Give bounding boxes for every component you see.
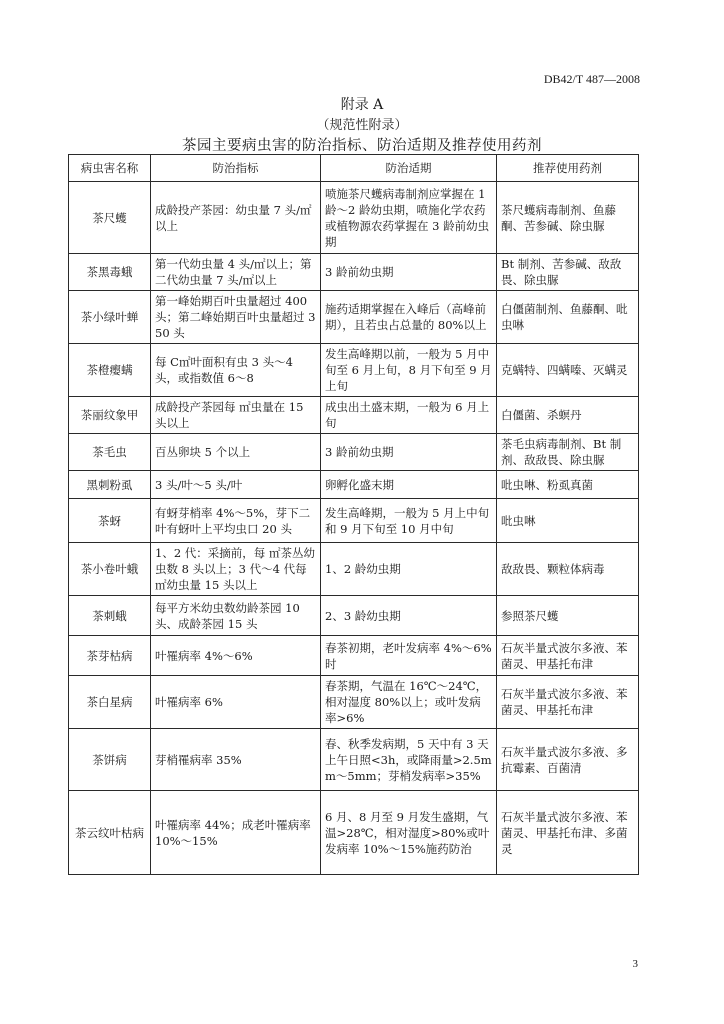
cell-name: 茶刺蛾 <box>69 596 151 636</box>
cell-agent: 白僵菌制剂、鱼藤酮、吡虫啉 <box>497 291 639 344</box>
cell-period: 3 龄前幼虫期 <box>321 254 497 291</box>
column-header-indicator: 防治指标 <box>151 155 321 182</box>
cell-agent: 敌敌畏、颗粒体病毒 <box>497 543 639 596</box>
cell-agent: 吡虫啉、粉虱真菌 <box>497 471 639 499</box>
cell-indicator: 每 C㎡叶面积有虫 3 头～4 头，或指数值 6～8 <box>151 344 321 397</box>
cell-indicator: 每平方米幼虫数幼龄茶园 10 头、成龄茶园 15 头 <box>151 596 321 636</box>
cell-agent: 茶毛虫病毒制剂、Bt 制剂、敌敌畏、除虫脲 <box>497 434 639 471</box>
cell-period: 1、2 龄幼虫期 <box>321 543 497 596</box>
cell-indicator: 芽梢罹病率 35% <box>151 729 321 791</box>
table-row <box>69 636 639 676</box>
cell-indicator: 成龄投产茶园：幼虫量 7 头/㎡以上 <box>151 182 321 254</box>
cell-period: 3 龄前幼虫期 <box>321 434 497 471</box>
cell-name: 茶芽枯病 <box>69 636 151 676</box>
document-code: DB42/T 487—2008 <box>543 72 640 86</box>
cell-agent: 吡虫啉 <box>497 499 639 543</box>
column-header-period: 防治适期 <box>321 155 497 182</box>
table-row <box>69 182 639 254</box>
cell-period: 春、秋季发病期，5 天中有 3 天上午日照<3h，或降雨量>2.5mm～5mm；芽梢发病率>35% <box>321 729 497 791</box>
page-number: 3 <box>632 958 638 970</box>
appendix-heading: 附录 A <box>340 97 384 113</box>
table-header-row <box>69 155 639 182</box>
cell-agent: 石灰半量式波尔多液、苯菌灵、甲基托布津 <box>497 636 639 676</box>
cell-indicator: 百丛卵块 5 个以上 <box>151 434 321 471</box>
column-header-agent: 推荐使用药剂 <box>497 155 639 182</box>
cell-indicator: 成龄投产茶园每 ㎡虫量在 15 头以上 <box>151 397 321 434</box>
table-title: 茶园主要病虫害的防治指标、防治适期及推荐使用药剂 <box>182 138 542 154</box>
cell-agent: 克螨特、四螨嗪、灭螨灵 <box>497 344 639 397</box>
cell-period: 施药适期掌握在入峰后（高峰前期），且若虫占总量的 80%以上 <box>321 291 497 344</box>
cell-agent: 石灰半量式波尔多液、苯菌灵、甲基托布津 <box>497 676 639 729</box>
table-row <box>69 397 639 434</box>
cell-name: 茶云纹叶枯病 <box>69 791 151 875</box>
cell-agent: 茶尺蠖病毒制剂、鱼藤酮、苦参碱、除虫脲 <box>497 182 639 254</box>
table-row <box>69 596 639 636</box>
table-row <box>69 434 639 471</box>
table-row <box>69 254 639 291</box>
cell-name: 茶小绿叶蝉 <box>69 291 151 344</box>
cell-name: 茶黑毒蛾 <box>69 254 151 291</box>
cell-indicator: 有蚜芽梢率 4%～5%，芽下二叶有蚜叶上平均虫口 20 头 <box>151 499 321 543</box>
cell-agent: 参照茶尺蠖 <box>497 596 639 636</box>
cell-period: 6 月、8 月至 9 月发生盛期，气温>28℃，相对湿度>80%或叶发病率 10%～15%施药防治 <box>321 791 497 875</box>
cell-name: 黑刺粉虱 <box>69 471 151 499</box>
table-row <box>69 676 639 729</box>
pest-control-table <box>68 154 639 875</box>
cell-agent: 石灰半量式波尔多液、多抗霉素、百菌清 <box>497 729 639 791</box>
cell-indicator: 3 头/叶～5 头/叶 <box>151 471 321 499</box>
cell-period: 发生高峰期，一般为 5 月上中旬和 9 月下旬至 10 月中旬 <box>321 499 497 543</box>
cell-indicator: 叶罹病率 6% <box>151 676 321 729</box>
cell-indicator: 1、2 代：采摘前，每 ㎡茶丛幼虫数 8 头以上；3 代～4 代每 ㎡幼虫量 15 头以上 <box>151 543 321 596</box>
cell-name: 茶尺蠖 <box>69 182 151 254</box>
cell-period: 成虫出土盛末期，一般为 6 月上旬 <box>321 397 497 434</box>
table-row <box>69 543 639 596</box>
table-row <box>69 291 639 344</box>
table-row <box>69 729 639 791</box>
cell-indicator: 叶罹病率 44%；成老叶罹病率 10%～15% <box>151 791 321 875</box>
cell-name: 茶毛虫 <box>69 434 151 471</box>
cell-indicator: 第一峰始期百叶虫量超过 400 头；第二峰始期百叶虫量超过 350 头 <box>151 291 321 344</box>
table-row <box>69 344 639 397</box>
cell-name: 茶丽纹象甲 <box>69 397 151 434</box>
table-body <box>69 182 639 875</box>
column-header-name: 病虫害名称 <box>69 155 151 182</box>
cell-name: 茶饼病 <box>69 729 151 791</box>
cell-name: 茶橙瘿螨 <box>69 344 151 397</box>
cell-indicator: 第一代幼虫量 4 头/㎡以上；第二代幼虫量 7 头/㎡以上 <box>151 254 321 291</box>
cell-period: 春茶期，气温在 16℃～24℃，相对湿度 80%以上；或叶发病率>6% <box>321 676 497 729</box>
cell-name: 茶白星病 <box>69 676 151 729</box>
cell-agent: Bt 制剂、苦参碱、敌敌畏、除虫脲 <box>497 254 639 291</box>
cell-period: 卵孵化盛末期 <box>321 471 497 499</box>
table-row <box>69 499 639 543</box>
table-row <box>69 471 639 499</box>
cell-name: 茶蚜 <box>69 499 151 543</box>
cell-period: 春茶初期，老叶发病率 4%～6%时 <box>321 636 497 676</box>
normative-note: （规范性附录） <box>316 118 408 133</box>
cell-agent: 石灰半量式波尔多液、苯菌灵、甲基托布津、多菌灵 <box>497 791 639 875</box>
cell-period: 2、3 龄幼虫期 <box>321 596 497 636</box>
cell-indicator: 叶罹病率 4%～6% <box>151 636 321 676</box>
cell-name: 茶小卷叶蛾 <box>69 543 151 596</box>
cell-period: 发生高峰期以前，一般为 5 月中旬至 6 月上旬，8 月下旬至 9 月上旬 <box>321 344 497 397</box>
table-row <box>69 791 639 875</box>
cell-period: 喷施茶尺蠖病毒制剂应掌握在 1 龄～2 龄幼虫期，喷施化学农药或植物源农药掌握在 3 龄前幼虫期 <box>321 182 497 254</box>
cell-agent: 白僵菌、杀螟丹 <box>497 397 639 434</box>
